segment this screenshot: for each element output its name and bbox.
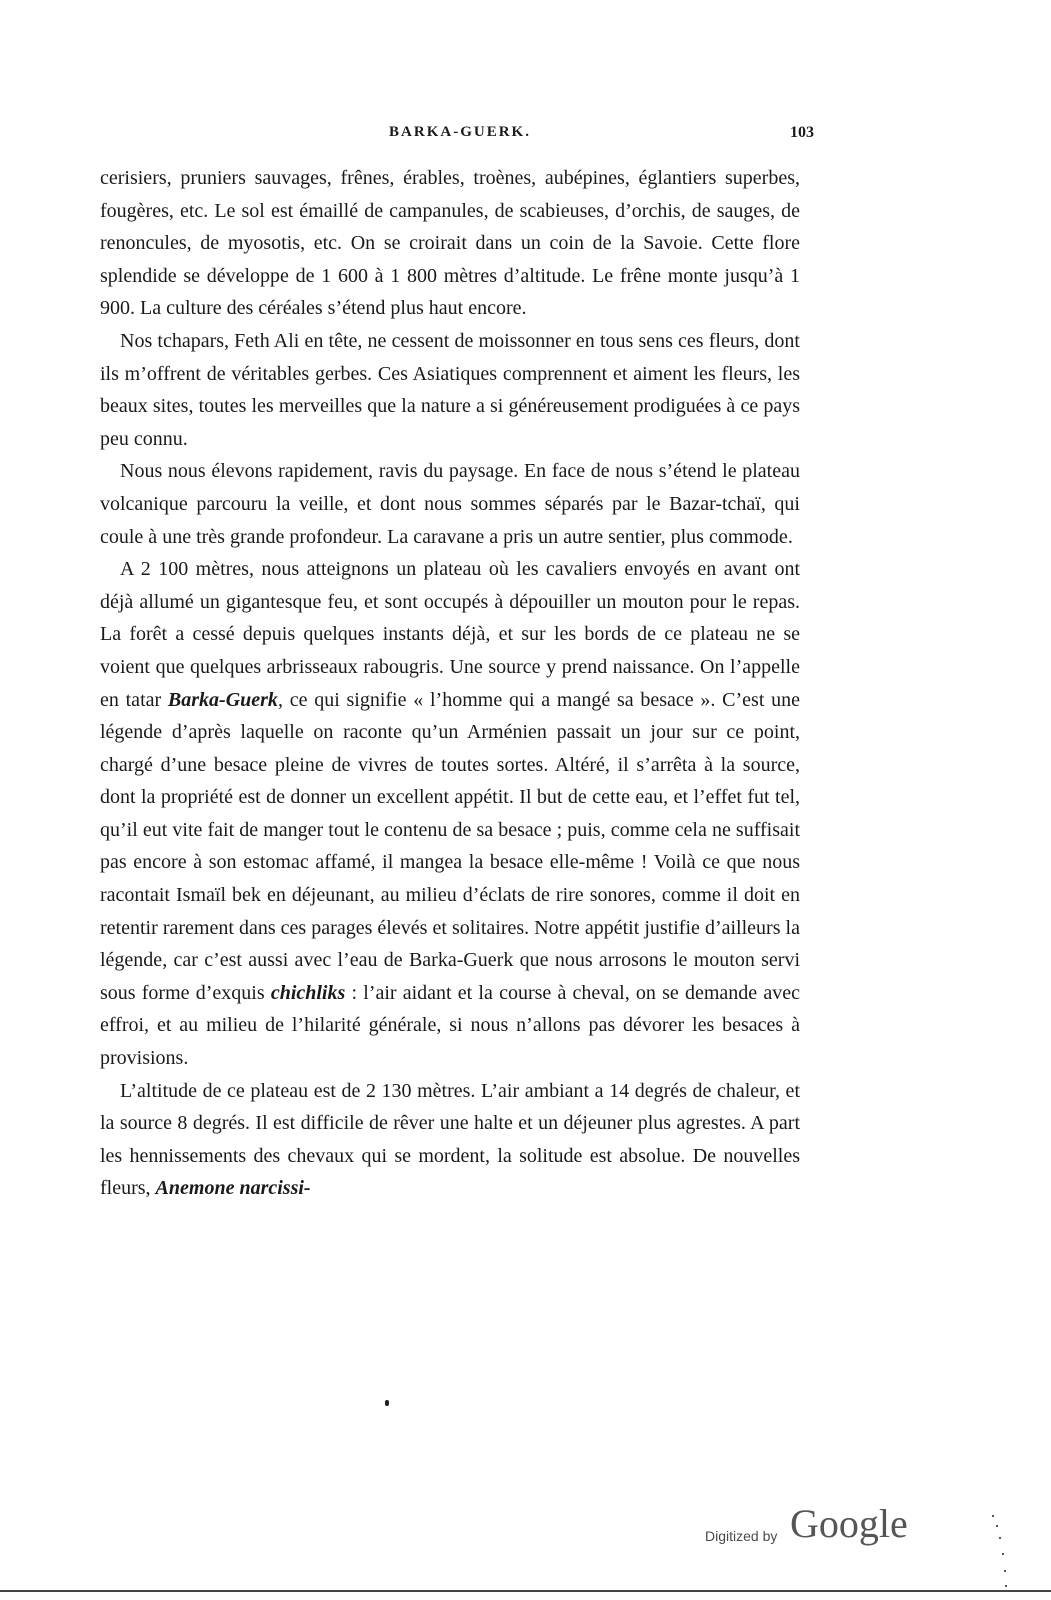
scan-edge-artifact	[990, 1515, 1008, 1595]
text-run: A 2 100 mètres, nous atteignons un plateau où les cavaliers envoyés en avant ont déjà allumé un gigantesque feu, et sont occupés à dépouiller un mouton pour le repas. La forêt a cessé depuis quelques instants déjà, et sur les bords de ce plateau ne se voient que quelques arbrisseaux rabougris. Une source y prend naissance. On l’appelle en tatar	[100, 558, 800, 711]
paragraph	[100, 325, 800, 455]
scan-bottom-edge	[0, 1590, 1051, 1592]
digitized-prefix: Digitized by	[705, 1528, 778, 1544]
italic-term: chichliks	[270, 981, 346, 1004]
text-run: cerisiers, pruniers sauvages, frênes, érables, troènes, aubépines, églantiers superbes, fougères, etc. Le sol est émaillé de campanules, de scabieuses, d’orchis, de sauges, de renoncules, de myosotis, etc. On se croirait dans un coin de la Savoie. Cette flore splendide se développe de 1 600 à 1 800 mètres d’altitude. Le frêne monte jusqu’à 1 900. La culture des céréales s’étend plus haut encore.	[100, 167, 800, 320]
italic-term: Barka-Guerk	[167, 688, 278, 711]
text-run: Nos tchapars, Feth Ali en tête, ne cessent de moissonner en tous sens ces fleurs, dont ils m’offrent de véritables gerbes. Ces Asiatiques comprennent et aiment les fleurs, les beaux sites, toutes les merveilles que la nature a si généreusement prodiguées à ce pays peu connu.	[100, 329, 800, 450]
body-text	[100, 162, 800, 1205]
paragraph	[100, 553, 800, 1075]
text-run: L’altitude de ce plateau est de 2 130 mètres. L’air ambiant a 14 degrés de chaleur, et la source 8 degrés. Il est difficile de rêver une halte et un déjeuner plus agrestes. A part les hennissements des chevaux qui se mordent, la solitude est absolue. De nouvelles fleurs,	[100, 1079, 800, 1200]
running-head: BARKA-GUERK.	[389, 124, 531, 140]
italic-term: Anemone narcissi-	[155, 1177, 311, 1200]
google-logo: Google	[790, 1501, 908, 1546]
text-run: , ce qui signifie « l’homme qui a mangé sa besace ». C’est une légende d’après laquelle on raconte qu’un Arménien passait un jour sur ce point, chargé d’une besace pleine de vivres de toutes sortes. Altéré, il s’arrêta à la source, dont la propriété est de donner un excellent appétit. Il but de cette eau, et l’effet fut tel, qu’il eut vite fait de manger tout le contenu de sa besace ; puis, comme cela ne suffisait pas encore à son estomac affamé, il mangea la besace elle-même ! Voilà ce que nous racontait Ismaïl bek en déjeunant, au milieu d’éclats de rire sonores, comme il doit en retentir rarement dans ces parages élevés et solitaires. Notre appétit justifie d’ailleurs la légende, car c’est aussi avec l’eau de Barka-Guerk que nous arrosons le mouton servi sous forme d’exquis	[100, 688, 801, 1004]
digitized-by-watermark	[705, 1500, 945, 1550]
paragraph	[100, 1075, 800, 1205]
ink-speck	[385, 1400, 389, 1406]
paragraph	[100, 162, 800, 325]
page-number: 103	[790, 124, 814, 141]
page-header	[100, 124, 820, 150]
text-run: : l’air aidant et la course à cheval, on se demande avec effroi, et au milieu de l’hilarité générale, si nous n’allons pas dévorer les besaces à provisions.	[100, 981, 801, 1070]
text-run: Nous nous élevons rapidement, ravis du paysage. En face de nous s’étend le plateau volcanique parcouru la veille, et dont nous sommes séparés par le Bazar-tchaï, qui coule à une très grande profondeur. La caravane a pris un autre sentier, plus commode.	[100, 460, 800, 548]
paragraph	[100, 455, 800, 553]
